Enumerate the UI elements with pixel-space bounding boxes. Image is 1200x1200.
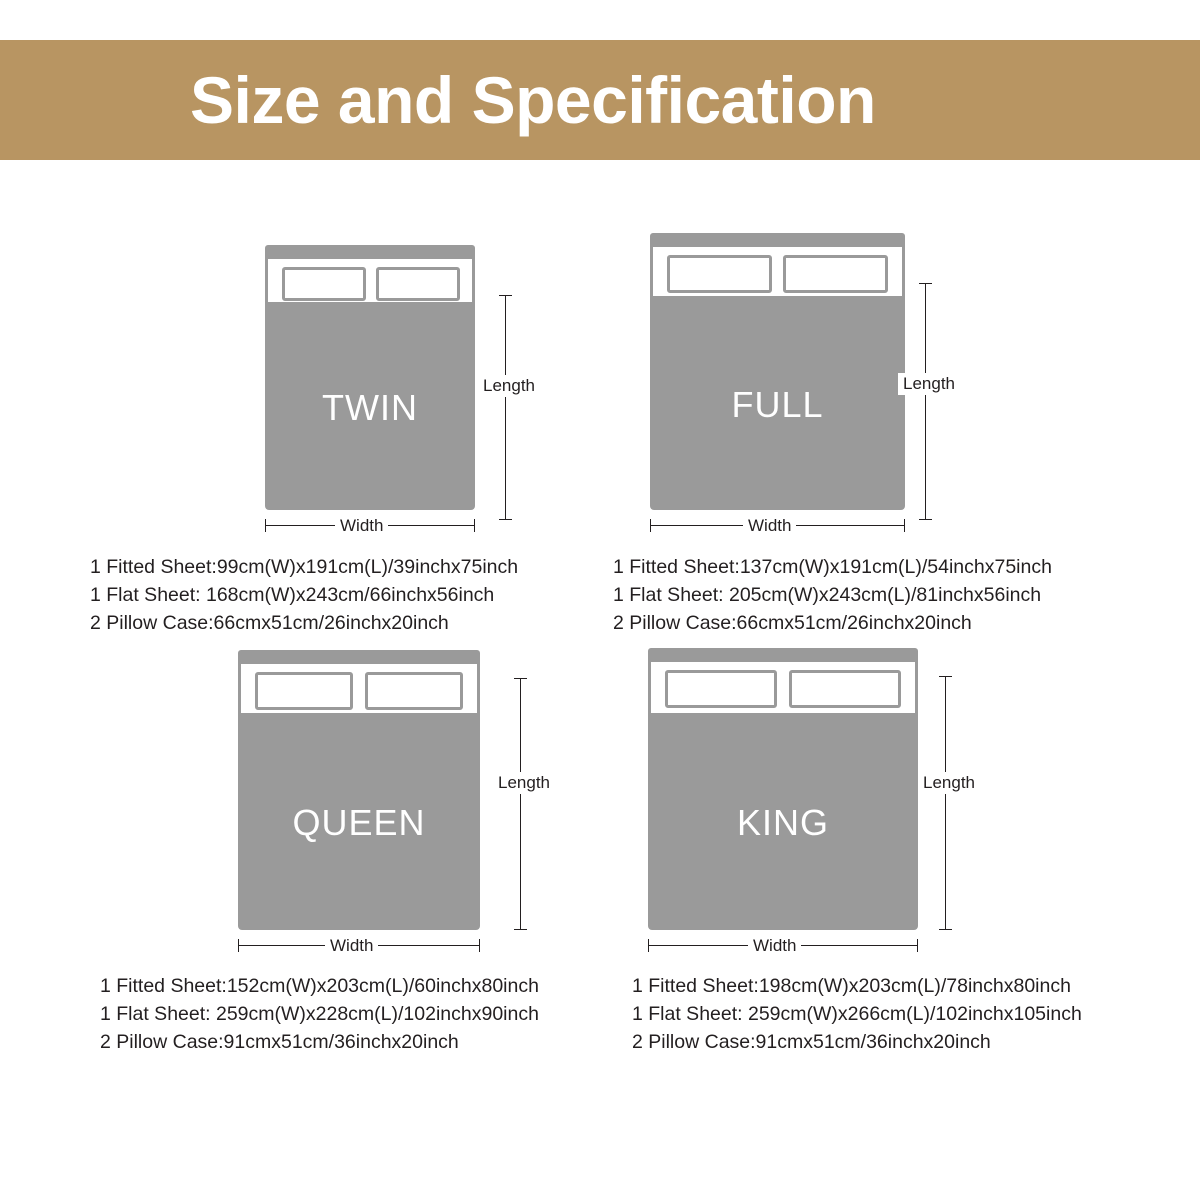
pillow [667,255,772,293]
width-label: Width [325,935,378,957]
pillow [365,672,463,710]
pillow-area [265,259,475,305]
length-dimension-line [945,676,946,930]
spec-line: 1 Flat Sheet: 205cm(W)x243cm(L)/81inchx56inch [613,584,1042,606]
pillow [789,670,901,708]
bed-card-full [600,195,1200,655]
mattress [265,305,475,510]
mattress [650,299,905,510]
bed-diagram-king [648,648,918,930]
pillow [665,670,777,708]
pillow-area [648,662,918,716]
spec-line: 1 Flat Sheet: 259cm(W)x266cm(L)/102inchx105inch [632,1003,1082,1025]
bed-diagram-twin [265,245,475,510]
length-dimension-line [520,678,521,930]
spec-line: 2 Pillow Case:66cmx51cm/26inchx20inch [613,612,972,634]
headboard [238,650,480,664]
bed-card-twin [0,195,600,655]
width-label: Width [743,515,796,537]
bed-diagram-queen [238,650,480,930]
length-label: Length [918,772,980,794]
spec-line: 2 Pillow Case:91cmx51cm/36inchx20inch [100,1031,459,1053]
bed-card-king [600,650,1200,1110]
length-label: Length [898,373,960,395]
spec-line: 1 Fitted Sheet:152cm(W)x203cm(L)/60inchx80inch [100,975,539,997]
spec-line: 1 Flat Sheet: 259cm(W)x228cm(L)/102inchx90inch [100,1003,539,1025]
bed-label: TWIN [322,386,418,428]
bed-diagram-full [650,233,905,510]
width-label: Width [335,515,388,537]
spec-line: 1 Flat Sheet: 168cm(W)x243cm/66inchx56inch [90,584,495,606]
bed-card-queen [0,650,600,1110]
page-title: Size and Specification [190,63,876,137]
length-dimension-line [925,283,926,520]
pillow [783,255,888,293]
pillow [282,267,366,301]
pillow-area [650,247,905,299]
length-label: Length [478,375,540,397]
bed-label: KING [736,802,829,843]
headboard [648,648,918,662]
spec-line: 1 Fitted Sheet:99cm(W)x191cm(L)/39inchx75inch [90,556,519,578]
spec-line: 1 Fitted Sheet:198cm(W)x203cm(L)/78inchx80inch [632,975,1071,997]
spec-line: 2 Pillow Case:66cmx51cm/26inchx20inch [90,612,449,634]
header-banner [0,40,1200,160]
headboard [265,245,475,259]
pillow-area [238,664,480,716]
bed-size-grid [0,175,1200,1200]
spec-line: 1 Fitted Sheet:137cm(W)x191cm(L)/54inchx75inch [613,556,1052,578]
length-dimension-line [505,295,506,520]
headboard [650,233,905,247]
pillow [376,267,460,301]
length-label: Length [493,772,555,794]
spec-line: 2 Pillow Case:91cmx51cm/36inchx20inch [632,1031,991,1053]
bed-label: FULL [731,383,824,425]
width-label: Width [748,935,801,957]
pillow [255,672,353,710]
mattress [238,716,480,930]
bed-label: QUEEN [292,802,426,843]
mattress [648,716,918,930]
